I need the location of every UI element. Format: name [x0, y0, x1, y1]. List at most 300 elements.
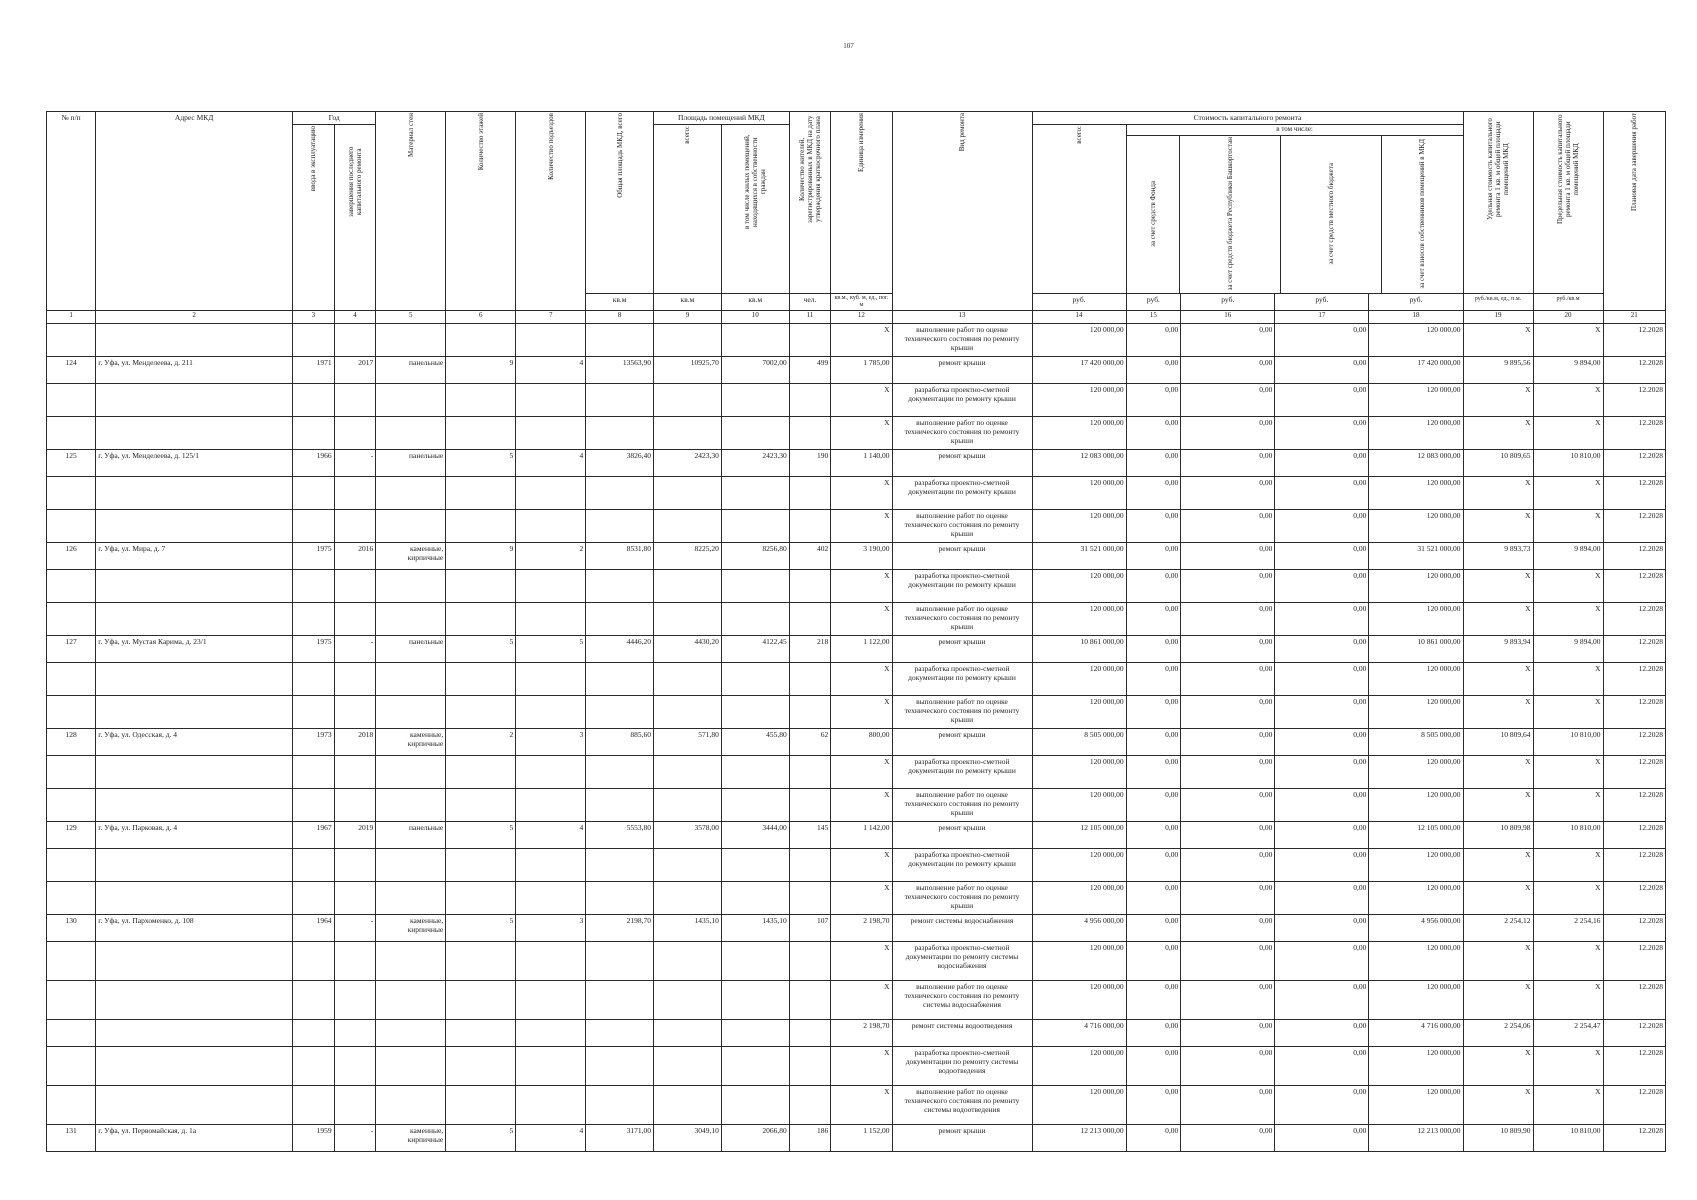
row-unit-cost: X: [1463, 756, 1533, 789]
row-unit: X: [831, 384, 892, 417]
row-floors: [446, 384, 516, 417]
row-premises-owned: [721, 384, 789, 417]
row-residents: [789, 849, 831, 882]
row-number: [47, 789, 96, 822]
row-entrances: [516, 324, 586, 357]
header-unit: Единица измерения: [831, 112, 892, 294]
row-floors: [446, 756, 516, 789]
row-address: [96, 477, 293, 510]
row-wall-material: [376, 324, 446, 357]
row-work-type: ремонт системы водоснабжения: [892, 915, 1032, 942]
row-floors: [446, 417, 516, 450]
row-residents: [789, 384, 831, 417]
row-premises-owned: [721, 756, 789, 789]
row-residents: [789, 417, 831, 450]
row-address: г. Уфа, ул. Мустая Карима, д. 23/1: [96, 636, 293, 663]
row-total-area: [586, 324, 654, 357]
row-premises-total: [654, 756, 722, 789]
row-cost-owners: 4 716 000,00: [1369, 1020, 1463, 1047]
row-cost-republic: 0,00: [1181, 510, 1275, 543]
row-address: [96, 981, 293, 1020]
row-number: [47, 981, 96, 1020]
row-premises-total: 4430,20: [654, 636, 722, 663]
row-floors: [446, 1047, 516, 1086]
row-limit-cost: 10 810,00: [1533, 450, 1603, 477]
row-premises-owned: 4122,45: [721, 636, 789, 663]
row-year-commission: [293, 324, 335, 357]
row-planned-date: 12.2028: [1603, 1125, 1666, 1152]
row-year-repair: [334, 696, 376, 729]
row-cost-local: 0,00: [1275, 882, 1369, 915]
row-limit-cost: X: [1533, 603, 1603, 636]
row-address: [96, 1020, 293, 1047]
row-year-commission: [293, 942, 335, 981]
header-unit-cost: Удельная стоимость капитального ремонта 1 кв. м общей площади помещений МКД: [1463, 112, 1533, 294]
row-cost-republic: 0,00: [1181, 981, 1275, 1020]
row-cost-fund: 0,00: [1126, 789, 1181, 822]
row-year-repair: -: [334, 636, 376, 663]
column-number: 16: [1181, 311, 1275, 324]
row-cost-republic: 0,00: [1181, 477, 1275, 510]
row-unit-cost: X: [1463, 663, 1533, 696]
table-row: [47, 1047, 1666, 1086]
row-residents: [789, 1086, 831, 1125]
column-number: 5: [376, 311, 446, 324]
row-work-type: выполнение работ по оценке технического состояния по ремонту крыши: [892, 882, 1032, 915]
row-cost-fund: 0,00: [1126, 477, 1181, 510]
row-planned-date: 12.2028: [1603, 357, 1666, 384]
row-premises-total: 1435,10: [654, 915, 722, 942]
row-limit-cost: X: [1533, 1086, 1603, 1125]
row-cost-owners: 10 861 000,00: [1369, 636, 1463, 663]
row-year-repair: 2017: [334, 357, 376, 384]
table-row: [47, 789, 1666, 822]
row-premises-owned: [721, 477, 789, 510]
row-work-type: ремонт крыши: [892, 1125, 1032, 1152]
row-number: [47, 756, 96, 789]
row-cost-owners: 120 000,00: [1369, 849, 1463, 882]
row-premises-total: 2423,30: [654, 450, 722, 477]
row-total-area: [586, 1047, 654, 1086]
row-cost-total: 4 956 000,00: [1032, 915, 1126, 942]
row-number: 125: [47, 450, 96, 477]
header-cost-fund: за счет средств Фонда: [1127, 136, 1180, 293]
row-work-type: ремонт крыши: [892, 543, 1032, 570]
row-premises-owned: 7002,00: [721, 357, 789, 384]
row-cost-total: 120 000,00: [1032, 1086, 1126, 1125]
row-wall-material: каменные, кирпичные: [376, 543, 446, 570]
row-cost-fund: 0,00: [1126, 1125, 1181, 1152]
row-planned-date: 12.2028: [1603, 756, 1666, 789]
row-wall-material: [376, 942, 446, 981]
row-premises-total: [654, 570, 722, 603]
row-total-area: [586, 789, 654, 822]
row-cost-republic: 0,00: [1181, 1125, 1275, 1152]
row-number: 128: [47, 729, 96, 756]
row-cost-republic: 0,00: [1181, 756, 1275, 789]
row-premises-total: [654, 1047, 722, 1086]
row-planned-date: 12.2028: [1603, 450, 1666, 477]
row-work-type: разработка проектно-сметной документации по ремонту крыши: [892, 849, 1032, 882]
row-cost-fund: 0,00: [1126, 1047, 1181, 1086]
row-entrances: [516, 756, 586, 789]
row-unit: 1 142,00: [831, 822, 892, 849]
row-cost-fund: 0,00: [1126, 384, 1181, 417]
row-year-repair: [334, 603, 376, 636]
row-limit-cost: X: [1533, 789, 1603, 822]
row-entrances: [516, 849, 586, 882]
table-row: [47, 450, 1666, 477]
row-residents: [789, 882, 831, 915]
row-address: [96, 1086, 293, 1125]
row-premises-total: [654, 1086, 722, 1125]
row-total-area: [586, 849, 654, 882]
unit-measure: кв.м., куб. м, ед., пог. м: [831, 294, 892, 311]
row-cost-republic: 0,00: [1181, 696, 1275, 729]
row-cost-local: 0,00: [1275, 1086, 1369, 1125]
row-entrances: [516, 1020, 586, 1047]
row-cost-total: 120 000,00: [1032, 849, 1126, 882]
row-floors: 5: [446, 450, 516, 477]
row-unit: X: [831, 510, 892, 543]
row-residents: [789, 696, 831, 729]
row-premises-total: [654, 696, 722, 729]
row-entrances: 4: [516, 357, 586, 384]
header-floors: Количество этажей: [446, 112, 516, 311]
row-cost-owners: 120 000,00: [1369, 789, 1463, 822]
row-floors: 9: [446, 357, 516, 384]
row-planned-date: 12.2028: [1603, 1020, 1666, 1047]
row-premises-owned: [721, 1020, 789, 1047]
row-entrances: 2: [516, 543, 586, 570]
table-row: [47, 543, 1666, 570]
row-planned-date: 12.2028: [1603, 1047, 1666, 1086]
row-floors: 5: [446, 1125, 516, 1152]
row-total-area: 2198,70: [586, 915, 654, 942]
row-wall-material: [376, 882, 446, 915]
row-address: г. Уфа, ул. Одесская, д. 4: [96, 729, 293, 756]
row-entrances: 5: [516, 636, 586, 663]
row-wall-material: [376, 756, 446, 789]
table-row: [47, 477, 1666, 510]
row-year-repair: -: [334, 1125, 376, 1152]
row-entrances: [516, 510, 586, 543]
column-number: 13: [892, 311, 1032, 324]
header-total-area: Общая площадь МКД, всего: [586, 112, 654, 294]
row-year-commission: 1973: [293, 729, 335, 756]
unit-premises-total: кв.м: [654, 294, 722, 311]
header-year-last-repair: завершения последнего капитального ремонта: [334, 125, 376, 311]
header-year-group: Год: [293, 112, 376, 125]
row-cost-local: 0,00: [1275, 915, 1369, 942]
row-wall-material: панельные: [376, 822, 446, 849]
row-premises-total: [654, 324, 722, 357]
row-cost-republic: 0,00: [1181, 570, 1275, 603]
row-address: [96, 756, 293, 789]
row-planned-date: 12.2028: [1603, 981, 1666, 1020]
row-cost-owners: 120 000,00: [1369, 882, 1463, 915]
row-year-repair: 2018: [334, 729, 376, 756]
row-cost-republic: 0,00: [1181, 822, 1275, 849]
row-cost-owners: 17 420 000,00: [1369, 357, 1463, 384]
row-unit: X: [831, 789, 892, 822]
table-row: [47, 942, 1666, 981]
row-work-type: выполнение работ по оценке технического состояния по ремонту крыши: [892, 324, 1032, 357]
row-planned-date: 12.2028: [1603, 477, 1666, 510]
unit-cost-republic: руб.: [1181, 294, 1275, 311]
row-planned-date: 12.2028: [1603, 636, 1666, 663]
row-work-type: выполнение работ по оценке технического состояния по ремонту крыши: [892, 696, 1032, 729]
row-unit: X: [831, 417, 892, 450]
row-floors: [446, 882, 516, 915]
row-limit-cost: X: [1533, 981, 1603, 1020]
row-premises-owned: [721, 603, 789, 636]
row-unit: 1 140,00: [831, 450, 892, 477]
row-address: [96, 942, 293, 981]
row-address: [96, 570, 293, 603]
row-cost-fund: 0,00: [1126, 510, 1181, 543]
row-address: [96, 696, 293, 729]
row-year-repair: [334, 756, 376, 789]
row-floors: 2: [446, 729, 516, 756]
row-premises-total: 571,80: [654, 729, 722, 756]
row-cost-total: 120 000,00: [1032, 570, 1126, 603]
row-cost-owners: 120 000,00: [1369, 603, 1463, 636]
row-entrances: [516, 942, 586, 981]
row-floors: [446, 849, 516, 882]
row-cost-total: 120 000,00: [1032, 756, 1126, 789]
row-entrances: [516, 477, 586, 510]
row-number: 131: [47, 1125, 96, 1152]
row-entrances: [516, 384, 586, 417]
row-premises-owned: [721, 417, 789, 450]
row-cost-fund: 0,00: [1126, 1020, 1181, 1047]
header-cost-total: всего:: [1032, 125, 1126, 294]
row-floors: [446, 477, 516, 510]
row-floors: 9: [446, 543, 516, 570]
row-cost-republic: 0,00: [1181, 1047, 1275, 1086]
row-floors: 5: [446, 915, 516, 942]
row-cost-fund: 0,00: [1126, 822, 1181, 849]
row-cost-owners: 120 000,00: [1369, 510, 1463, 543]
row-number: [47, 696, 96, 729]
row-year-commission: [293, 663, 335, 696]
table-row: [47, 384, 1666, 417]
row-cost-total: 4 716 000,00: [1032, 1020, 1126, 1047]
row-address: г. Уфа, ул. Менделеева, д. 125/1: [96, 450, 293, 477]
row-cost-local: 0,00: [1275, 1125, 1369, 1152]
row-cost-fund: 0,00: [1126, 636, 1181, 663]
row-number: [47, 1020, 96, 1047]
row-floors: [446, 570, 516, 603]
row-unit: X: [831, 663, 892, 696]
row-floors: [446, 603, 516, 636]
row-residents: [789, 324, 831, 357]
row-year-repair: 2019: [334, 822, 376, 849]
row-work-type: выполнение работ по оценке технического состояния по ремонту крыши: [892, 510, 1032, 543]
row-address: г. Уфа, ул. Мира, д. 7: [96, 543, 293, 570]
row-floors: [446, 942, 516, 981]
row-floors: [446, 510, 516, 543]
row-cost-republic: 0,00: [1181, 849, 1275, 882]
row-total-area: [586, 570, 654, 603]
row-wall-material: [376, 477, 446, 510]
row-residents: [789, 789, 831, 822]
row-unit-cost: 9 893,94: [1463, 636, 1533, 663]
row-unit: X: [831, 696, 892, 729]
row-residents: 499: [789, 357, 831, 384]
row-cost-fund: 0,00: [1126, 915, 1181, 942]
row-year-repair: [334, 663, 376, 696]
row-wall-material: [376, 663, 446, 696]
row-wall-material: [376, 849, 446, 882]
row-residents: [789, 510, 831, 543]
row-year-commission: [293, 882, 335, 915]
row-limit-cost: 10 810,00: [1533, 729, 1603, 756]
column-number: 7: [516, 311, 586, 324]
row-wall-material: [376, 1047, 446, 1086]
row-address: [96, 510, 293, 543]
row-limit-cost: X: [1533, 417, 1603, 450]
row-residents: 402: [789, 543, 831, 570]
row-wall-material: [376, 1020, 446, 1047]
row-premises-owned: 455,80: [721, 729, 789, 756]
table-row: [47, 324, 1666, 357]
repair-plan-table: [46, 111, 1666, 1152]
row-cost-republic: 0,00: [1181, 942, 1275, 981]
row-cost-owners: 120 000,00: [1369, 324, 1463, 357]
row-year-commission: [293, 696, 335, 729]
row-wall-material: каменные, кирпичные: [376, 729, 446, 756]
table-row: [47, 915, 1666, 942]
header-cost-owners: за счет взносов собственников помещений в МКД: [1418, 138, 1427, 289]
row-planned-date: 12.2028: [1603, 882, 1666, 915]
row-address: [96, 417, 293, 450]
row-number: [47, 510, 96, 543]
row-planned-date: 12.2028: [1603, 384, 1666, 417]
row-unit: 800,00: [831, 729, 892, 756]
row-planned-date: 12.2028: [1603, 570, 1666, 603]
row-year-repair: [334, 1086, 376, 1125]
row-unit-cost: X: [1463, 1047, 1533, 1086]
row-total-area: 3171,00: [586, 1125, 654, 1152]
row-total-area: 8531,80: [586, 543, 654, 570]
row-residents: 107: [789, 915, 831, 942]
row-total-area: [586, 510, 654, 543]
header-work-type: Вид ремонта: [892, 112, 1032, 311]
row-cost-local: 0,00: [1275, 450, 1369, 477]
row-cost-fund: 0,00: [1126, 324, 1181, 357]
row-limit-cost: 9 894,00: [1533, 543, 1603, 570]
row-work-type: разработка проектно-сметной документации по ремонту крыши: [892, 756, 1032, 789]
row-number: [47, 384, 96, 417]
row-planned-date: 12.2028: [1603, 1086, 1666, 1125]
page-number: 107: [843, 42, 854, 50]
row-unit-cost: X: [1463, 882, 1533, 915]
row-planned-date: 12.2028: [1603, 663, 1666, 696]
row-year-commission: [293, 603, 335, 636]
row-cost-republic: 0,00: [1181, 417, 1275, 450]
row-unit: X: [831, 477, 892, 510]
header-address: Адрес МКД: [96, 112, 293, 311]
row-wall-material: панельные: [376, 450, 446, 477]
row-address: [96, 603, 293, 636]
row-cost-local: 0,00: [1275, 636, 1369, 663]
row-cost-owners: 120 000,00: [1369, 570, 1463, 603]
row-premises-owned: 3444,00: [721, 822, 789, 849]
row-cost-local: 0,00: [1275, 1020, 1369, 1047]
row-work-type: выполнение работ по оценке технического состояния по ремонту крыши: [892, 603, 1032, 636]
row-unit: X: [831, 603, 892, 636]
row-wall-material: [376, 1086, 446, 1125]
row-unit-cost: X: [1463, 789, 1533, 822]
row-year-repair: [334, 789, 376, 822]
row-year-repair: -: [334, 915, 376, 942]
row-cost-local: 0,00: [1275, 510, 1369, 543]
row-cost-total: 120 000,00: [1032, 663, 1126, 696]
row-planned-date: 12.2028: [1603, 696, 1666, 729]
row-cost-fund: 0,00: [1126, 417, 1181, 450]
row-total-area: [586, 756, 654, 789]
column-number: 17: [1275, 311, 1369, 324]
header-wall-material: Материал стен: [376, 112, 446, 311]
row-number: [47, 1047, 96, 1086]
row-cost-local: 0,00: [1275, 756, 1369, 789]
column-number: 11: [789, 311, 831, 324]
row-unit: 2 198,70: [831, 915, 892, 942]
row-year-commission: 1975: [293, 636, 335, 663]
row-cost-local: 0,00: [1275, 789, 1369, 822]
row-premises-total: [654, 1020, 722, 1047]
unit-cost-total: руб.: [1032, 294, 1126, 311]
column-number: 18: [1369, 311, 1463, 324]
row-unit-cost: X: [1463, 510, 1533, 543]
header-entrances: Количество подъездов: [516, 112, 586, 311]
row-cost-total: 120 000,00: [1032, 696, 1126, 729]
row-year-commission: [293, 981, 335, 1020]
row-address: г. Уфа, ул. Пархоменко, д. 108: [96, 915, 293, 942]
row-year-repair: [334, 882, 376, 915]
row-year-repair: [334, 510, 376, 543]
row-limit-cost: 10 810,00: [1533, 822, 1603, 849]
row-wall-material: [376, 570, 446, 603]
unit-cost-fund: руб.: [1126, 294, 1181, 311]
row-total-area: [586, 384, 654, 417]
row-number: [47, 417, 96, 450]
row-wall-material: каменные, кирпичные: [376, 1125, 446, 1152]
row-unit-cost: 10 809,64: [1463, 729, 1533, 756]
row-unit-cost: X: [1463, 696, 1533, 729]
row-cost-total: 120 000,00: [1032, 324, 1126, 357]
row-year-repair: [334, 849, 376, 882]
row-cost-fund: 0,00: [1126, 357, 1181, 384]
row-cost-republic: 0,00: [1181, 357, 1275, 384]
header-cost-republic: за счет средств бюджета Республики Башкортостан: [1179, 136, 1280, 293]
column-number: 12: [831, 311, 892, 324]
row-total-area: 5553,80: [586, 822, 654, 849]
row-work-type: ремонт крыши: [892, 636, 1032, 663]
row-premises-total: [654, 942, 722, 981]
column-number: 8: [586, 311, 654, 324]
row-unit-cost: X: [1463, 324, 1533, 357]
row-limit-cost: X: [1533, 942, 1603, 981]
row-cost-owners: 31 521 000,00: [1369, 543, 1463, 570]
row-floors: 5: [446, 636, 516, 663]
row-year-repair: [334, 384, 376, 417]
row-total-area: [586, 1086, 654, 1125]
row-cost-fund: 0,00: [1126, 603, 1181, 636]
column-number: 14: [1032, 311, 1126, 324]
